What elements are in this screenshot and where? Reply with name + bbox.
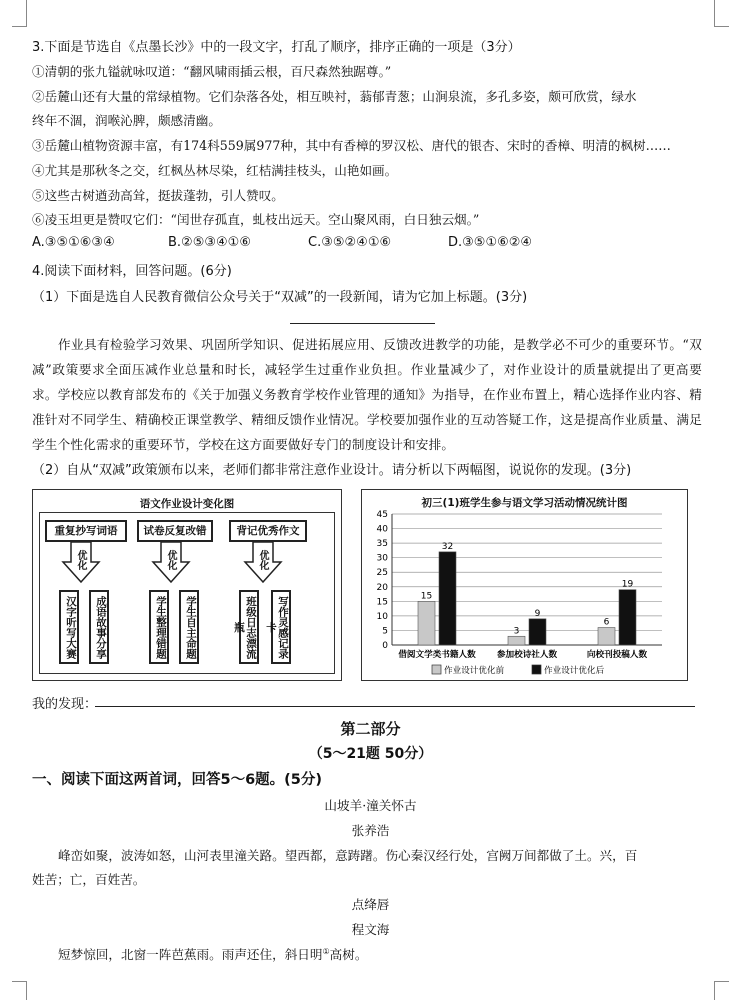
diagram-bottom-3b: 写作灵感记录卡 bbox=[271, 590, 291, 664]
finding-label: 我的发现： bbox=[32, 697, 98, 712]
q3-item-4: ④尤其是那秋冬之交，红枫丛林尽染，红桔满挂枝头，山艳如画。 bbox=[32, 163, 398, 178]
news-passage: 作业具有检验学习效果、巩固所学知识、促进拓展应用、反馈改进教学的功能，是教学必不可少的重要环节。“双减”政策要求全面压减作业总量和时长，减轻学生过重作业负担。作业量减少了，对作业设计的质量就提出了更高要求。学校应以教育部发布的《关于加强义务教育学校作业管理的通知》为指导，在作业布置上，精心选择作业内容、精准针对不同学生、精确校正课堂教学、精细反馈作业情况。学校要加强作业的互动答疑工作，这是提高作业质量、满足学生个性化需求的重要环节，学校在这方面要做好专门的制度设计和安排。 bbox=[32, 337, 702, 452]
chart-bar bbox=[508, 636, 525, 645]
q3-option-b: B.②⑤③④①⑥ bbox=[168, 235, 251, 250]
chart-ytick-label: 40 bbox=[376, 524, 388, 535]
diagram-title: 语文作业设计变化图 bbox=[139, 498, 235, 510]
diagram-top-2: 试卷反复改错 bbox=[137, 520, 213, 542]
q4-sub2: （2）自从“双减”政策颁布以来，老师们都非常注意作业设计。请分析以下两幅图，说说你的发现。(3分) bbox=[32, 463, 632, 478]
chart-bar bbox=[529, 619, 546, 645]
chart-category-label: 向校刊投稿人数 bbox=[586, 650, 648, 660]
crop-mark-top-right bbox=[714, 0, 729, 27]
chart-legend-label: 作业设计优化后 bbox=[544, 666, 605, 676]
chart-data-label: 32 bbox=[441, 541, 454, 552]
q3-option-c: C.③⑤②④①⑥ bbox=[308, 235, 392, 250]
chart-bar bbox=[418, 601, 435, 645]
q3-item-1: ①清朝的张九镒就咏叹道：“翻风啸雨插云根，百尺森然独踞尊。” bbox=[32, 64, 392, 79]
chart-ytick-label: 15 bbox=[376, 597, 388, 608]
crop-mark-bottom-right bbox=[714, 981, 729, 1000]
q3-item-2-cont: 终年不涸，润喉沁脾，颇感清幽。 bbox=[32, 113, 221, 128]
chart-ytick-label: 30 bbox=[376, 553, 388, 564]
chart-ytick-label: 45 bbox=[376, 510, 388, 520]
chart-ytick-label: 25 bbox=[376, 568, 388, 579]
diagram-top-3: 背记优秀作文 bbox=[229, 520, 307, 542]
chart-ytick-label: 35 bbox=[376, 539, 388, 550]
chart-data-label: 9 bbox=[534, 608, 541, 619]
poem1-text-1: 峰峦如聚，波涛如怒，山河表里潼关路。望西都，意踌躇。伤心秦汉经行处，宫阙万间都做了土。兴，百 bbox=[58, 848, 638, 863]
chart-ytick-label: 20 bbox=[376, 582, 388, 593]
poem2-title: 点绛唇 bbox=[351, 897, 390, 912]
chart-title: 初三(1)班学生参与语文学习活动情况统计图 bbox=[421, 497, 628, 509]
chart-legend-swatch bbox=[532, 665, 541, 674]
q3-option-a: A.③⑤①⑥③④ bbox=[32, 235, 115, 250]
chart-ytick-label: 10 bbox=[376, 611, 388, 622]
q4-sub1: （1）下面是选自人民教育微信公众号关于“双减”的一段新闻，请为它加上标题。(3分) bbox=[32, 290, 528, 305]
finding-answer-line[interactable] bbox=[95, 706, 695, 707]
poem2-author: 程文海 bbox=[351, 922, 390, 937]
chart-ytick-label: 0 bbox=[382, 641, 388, 651]
q3-item-5: ⑤这些古树遒劲高耸，挺拔蓬勃，引人赞叹。 bbox=[32, 188, 284, 203]
chart-data-label: 3 bbox=[513, 626, 520, 637]
diagram-optimize-2: 优化 bbox=[165, 550, 176, 570]
part2-subtitle: （5～21题 50分） bbox=[308, 746, 433, 762]
activity-bar-chart bbox=[361, 489, 688, 681]
chart-ytick-label: 5 bbox=[382, 626, 388, 637]
poem2-text-end: 高树。 bbox=[329, 947, 368, 962]
diagram-optimize-1: 优化 bbox=[75, 550, 86, 570]
diagram-bottom-3a: 班级日志漂流瓶 bbox=[239, 590, 259, 664]
q3-item-2: ②岳麓山还有大量的常绿植物。它们杂落各处，相互映衬，蓊郁青葱；山涧泉流，多孔多姿，颇可欣赏，绿水 bbox=[32, 89, 637, 104]
poem1-text-2: 姓苦；亡，百姓苦。 bbox=[32, 872, 146, 887]
part2-title: 第二部分 bbox=[340, 720, 401, 738]
homework-design-diagram bbox=[32, 489, 342, 681]
chart-data-label: 19 bbox=[621, 579, 634, 590]
q3-option-d: D.③⑤①⑥②④ bbox=[448, 235, 533, 250]
diagram-optimize-3: 优化 bbox=[257, 550, 268, 570]
chart-legend-swatch bbox=[432, 665, 441, 674]
crop-mark-top-left bbox=[12, 0, 27, 27]
chart-data-label: 15 bbox=[420, 591, 433, 602]
q3-item-6: ⑥凌玉坦更是赞叹它们：“闰世存孤直，虬枝出远天。空山聚风雨，白日独云烟。” bbox=[32, 212, 480, 227]
diagram-top-1: 重复抄写词语 bbox=[45, 520, 127, 542]
diagram-bottom-1a: 汉字听写大赛 bbox=[59, 590, 79, 664]
chart-category-label: 参加校诗社人数 bbox=[496, 650, 558, 660]
poem2-footnote-mark: ① bbox=[322, 946, 330, 956]
chart-plot bbox=[362, 490, 687, 680]
part2-section: 一、阅读下面这两首词，回答5～6题。(5分) bbox=[32, 772, 323, 788]
chart-bar bbox=[598, 628, 615, 645]
q4-stem: 4.阅读下面材料，回答问题。(6分) bbox=[32, 264, 232, 279]
q3-item-3: ③岳麓山植物资源丰富，有174科559属977种，其中有香樟的罗汉松、唐代的银杏、宋时的香樟、明清的枫树…… bbox=[32, 138, 671, 153]
diagram-bottom-1b: 成语故事分享 bbox=[89, 590, 109, 664]
poem2-text-main: 短梦惊回，北窗一阵芭蕉雨。雨声还住，斜日明 bbox=[58, 947, 323, 962]
headline-answer-line[interactable] bbox=[290, 323, 435, 324]
poem1-author: 张养浩 bbox=[351, 823, 390, 838]
chart-category-label: 借阅文学类书籍人数 bbox=[398, 650, 476, 660]
poem1-title: 山坡羊·潼关怀古 bbox=[324, 798, 417, 813]
diagram-bottom-2b: 学生自主命题 bbox=[179, 590, 199, 664]
chart-bar bbox=[619, 590, 636, 645]
crop-mark-bottom-left bbox=[12, 981, 27, 1000]
chart-data-label: 6 bbox=[603, 617, 610, 628]
q3-stem: 3.下面是节选自《点墨长沙》中的一段文字，打乱了顺序，排序正确的一项是（3分） bbox=[32, 40, 521, 55]
diagram-bottom-2a: 学生整理错题 bbox=[149, 590, 169, 664]
poem2-text bbox=[58, 944, 367, 963]
chart-bar bbox=[439, 552, 456, 645]
chart-legend-label: 作业设计优化前 bbox=[444, 666, 505, 676]
